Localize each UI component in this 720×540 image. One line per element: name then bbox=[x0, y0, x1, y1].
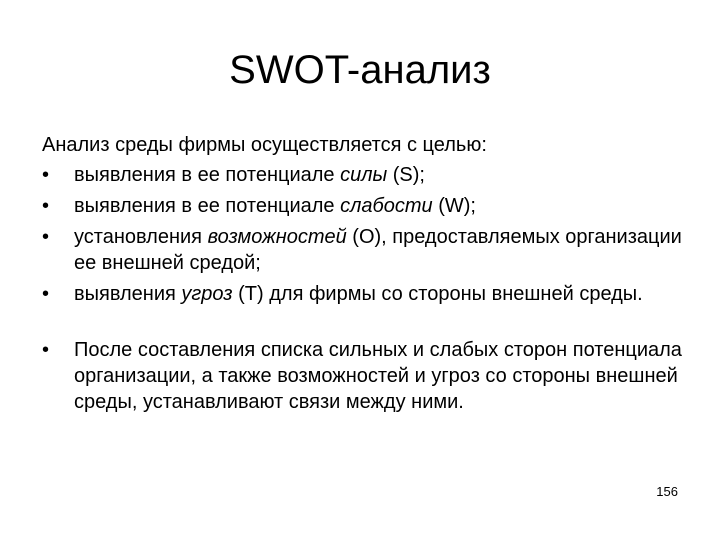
bullet-icon: • bbox=[42, 283, 50, 305]
bullet-icon: • bbox=[42, 195, 50, 217]
bullet-text: (S); bbox=[387, 164, 425, 186]
bullet-emphasis: возможностей bbox=[207, 226, 347, 248]
bullet-text: После составления списка сильных и слабых сторон потенциала организации, а также возможностей и угроз со стороны внешней среды, устанавливают связи между ними. bbox=[74, 339, 682, 413]
bullet-icon: • bbox=[42, 226, 50, 248]
page-number: 156 bbox=[656, 484, 678, 499]
bullet-item-opportunities bbox=[42, 224, 692, 276]
intro-text: Анализ среды фирмы осуществляется с целью: bbox=[42, 134, 487, 156]
bullet-item-conclusion bbox=[42, 337, 692, 415]
bullet-item-threats bbox=[42, 281, 692, 307]
bullet-text: выявления bbox=[74, 283, 182, 305]
bullet-text: (W); bbox=[432, 195, 476, 217]
bullet-emphasis: слабости bbox=[340, 195, 433, 217]
bullet-text: выявления в ее потенциале bbox=[74, 195, 341, 217]
bullet-text: (O), предоставляемых организации ее внешней средой; bbox=[74, 226, 682, 274]
bullet-emphasis: силы bbox=[340, 164, 388, 186]
bullet-text: установления bbox=[74, 226, 208, 248]
slide-body bbox=[42, 132, 692, 420]
bullet-list bbox=[42, 162, 692, 415]
bullet-text: (T) для фирмы со стороны внешней среды. bbox=[232, 283, 643, 305]
slide-title: SWOT-анализ bbox=[229, 48, 491, 92]
bullet-text: выявления в ее потенциале bbox=[74, 164, 341, 186]
bullet-icon: • bbox=[42, 339, 50, 361]
bullet-item-weaknesses bbox=[42, 193, 692, 219]
bullet-icon: • bbox=[42, 164, 50, 186]
bullet-emphasis: угроз bbox=[181, 283, 233, 305]
bullet-item-strengths bbox=[42, 162, 692, 188]
